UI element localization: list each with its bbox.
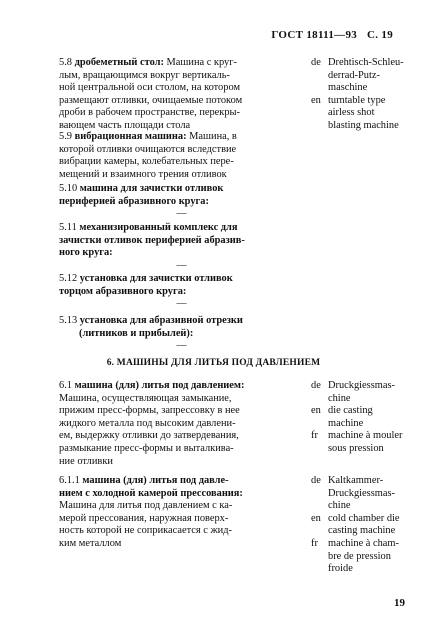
entry-5-12: [59, 273, 304, 309]
lang-code: en: [311, 512, 321, 524]
entry-number: 6.1.1: [59, 475, 80, 486]
entry-number: 5.12: [59, 273, 78, 284]
translation-line: derrad-Putz-: [328, 69, 380, 81]
definition-line: вающем часть площади стола: [59, 119, 191, 131]
translation-line: maschine: [328, 82, 368, 94]
translation-line: Druckgiessmas-: [328, 487, 395, 499]
entry-term: машина (для) литья под давлением:: [74, 380, 245, 391]
translation-line: airless shot: [328, 107, 375, 119]
translations-5-8: [311, 57, 421, 133]
page-label: С. 19: [367, 29, 393, 41]
lang-code: fr: [311, 430, 318, 442]
definition-line: Машина с круг-: [166, 57, 237, 68]
lang-code: de: [311, 57, 321, 68]
definition-line: которой отливки очищаются вследствие: [59, 143, 237, 155]
empty-definition-dash: —: [176, 340, 187, 352]
translation-line: machine à mouler: [328, 430, 403, 442]
entry-number: 5.11: [59, 222, 77, 233]
translation-line: Druckgiessmas-: [328, 380, 395, 391]
definition-line: жидкого металла под высоким давлени-: [59, 417, 236, 429]
entry-term: периферией абразивного круга:: [59, 195, 209, 207]
translation-line: Drehtisch-Schleu-: [328, 57, 404, 68]
definition-line: Машина, осуществляющая замыкание,: [59, 392, 232, 404]
entry-term: (литников и прибылей):: [79, 327, 194, 339]
lang-code: de: [311, 475, 321, 486]
definition-line: размещают отливки, очищаемые потоком: [59, 94, 243, 106]
definition-line: прижим пресс-формы, запрессовку в нее: [59, 405, 240, 417]
entry-term: машина (для) литья под давле-: [82, 475, 229, 486]
translation-line: sous pression: [328, 442, 384, 454]
entry-6-1-1: [59, 475, 304, 551]
entry-number: 5.13: [59, 315, 78, 326]
definition-line: лым, вращающимся вокруг вертикаль-: [59, 69, 230, 81]
definition-line: ние отливки: [59, 455, 113, 467]
translation-line: casting machine: [328, 525, 396, 537]
page-number: 19: [394, 597, 405, 609]
page-header: [271, 29, 393, 41]
entry-number: 5.8: [59, 57, 72, 68]
lang-code: de: [311, 380, 321, 391]
entry-term: ного круга:: [59, 247, 113, 259]
entry-5-9: [59, 131, 304, 181]
translation-line: froide: [328, 563, 353, 575]
definition-line: вибрации камеры, колебательных пере-: [59, 156, 234, 168]
definition-line: мещений и взаимного трения отливок: [59, 168, 227, 180]
entry-6-1: [59, 380, 304, 468]
definition-line: размыкание пресс-формы и выталкива-: [59, 442, 234, 454]
translation-line: machine à cham-: [328, 537, 399, 549]
entry-term: машина для зачистки отливок: [79, 183, 224, 194]
entry-5-13: [59, 315, 304, 351]
definition-line: мерой прессования, наружная поверх-: [59, 512, 229, 524]
standard-code: ГОСТ 18111—93: [271, 29, 358, 41]
definition-line: дроби в рабочем пространстве, перекры-: [59, 107, 240, 119]
translations-6-1-1: [311, 475, 421, 576]
empty-definition-dash: —: [176, 259, 187, 271]
entry-5-10: [59, 183, 304, 219]
translation-line: chine: [328, 392, 351, 404]
empty-definition-dash: —: [176, 208, 187, 220]
empty-definition-dash: —: [176, 298, 187, 310]
entry-5-11: [59, 222, 304, 271]
definition-line: ким металлом: [59, 537, 122, 549]
definition-line: Машина, в: [189, 131, 237, 142]
entry-term: торцом абразивного круга:: [59, 285, 187, 297]
entry-term: установка для зачистки отливок: [79, 273, 233, 284]
translations-6-1: [311, 380, 421, 456]
translation-line: die casting: [328, 405, 373, 417]
translation-line: chine: [328, 500, 351, 512]
definition-line: Машина для литья под давлением с ка-: [59, 500, 233, 512]
lang-code: en: [311, 94, 321, 106]
section-title: 6. МАШИНЫ ДЛЯ ЛИТЬЯ ПОД ДАВЛЕНИЕМ: [106, 358, 321, 368]
translation-line: bre de pression: [328, 550, 391, 562]
translation-line: machine: [328, 417, 364, 429]
translation-line: Kaltkammer-: [328, 475, 384, 486]
entry-term: зачистки отливок периферией абразив-: [59, 234, 245, 246]
definition-line: ем, выдержку отливки до затвердевания,: [59, 430, 239, 442]
translation-line: blasting machine: [328, 119, 399, 131]
entry-term: дробеметный стол:: [74, 57, 164, 68]
entry-number: 5.10: [59, 183, 78, 194]
entry-term: установка для абразивной отрезки: [79, 315, 243, 326]
lang-code: fr: [311, 537, 318, 549]
entry-number: 5.9: [59, 131, 72, 142]
translation-line: cold chamber die: [328, 512, 400, 524]
entry-term: нием с холодной камерой прессования:: [59, 487, 243, 499]
translation-line: turntable type: [328, 94, 386, 106]
entry-term: вибрационная машина:: [74, 131, 187, 142]
definition-line: ной центральной оси столом, на котором: [59, 82, 241, 94]
entry-5-8: [59, 57, 304, 133]
definition-line: ность которой не соприкасается с жид-: [59, 525, 232, 537]
lang-code: en: [311, 405, 321, 417]
entry-number: 6.1: [59, 380, 72, 391]
entry-term: механизированный комплекс для: [79, 222, 238, 233]
